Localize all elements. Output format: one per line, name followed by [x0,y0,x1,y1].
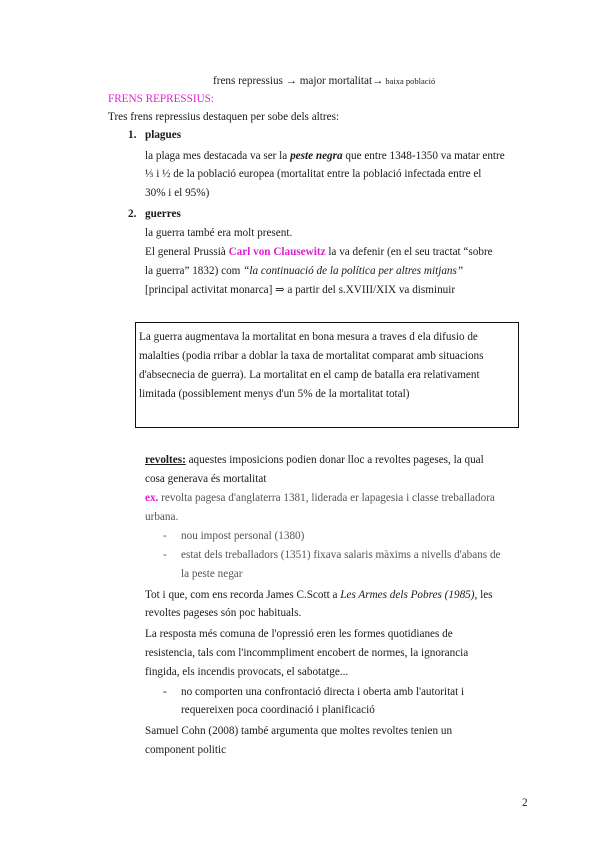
bullet-dash: - [163,530,167,542]
paragraph-line: ⅓ i ½ de la població europea (mortalitat entre la població infectada entre el [145,168,482,180]
intro-text: Tres frens repressius destaquen per sobe dels altres: [108,111,340,123]
bullet-text: no comporten una confrontació directa i oberta amb l'autoritat i [181,686,465,698]
text-run: , les [474,589,493,601]
bullet-text: requereixen poca coordinació i planificació [181,704,375,716]
item-title-plagues: plagues [145,129,182,141]
bullet-text: estat dels treballadors (1351) fixava salaris màxims a nivells d'abans de [181,549,501,561]
example-label: ex. [145,492,159,504]
header-small: baixa població [383,76,436,86]
paragraph-line: [principal activitat monarca] ⇒ a partir del s.XVIII/XIX va disminuir [145,284,456,296]
header-mid: major mortalitat [296,75,373,87]
highlighted-name: Carl von Clausewitz [228,246,326,258]
box-line: malalties (podia rribar a doblar la taxa de mortalitat comparat amb situacions [139,350,484,362]
paragraph-line [145,453,484,467]
text-run: aquestes imposicions podien donar lloc a revoltes pageses, la qual [185,454,484,466]
text-run: la guerra” 1832) com [145,265,244,277]
header-main: frens repressius [213,75,283,87]
paragraph-line: Samuel Cohn (2008) també argumenta que moltes revoltes tenien un [145,725,453,737]
paragraph-line: la guerra també era molt present. [145,227,293,239]
bullet-dash: - [163,549,167,561]
arrow-icon: → [372,75,384,87]
bullet-text: nou impost personal (1380) [181,530,305,542]
paragraph-line: urbana. [145,511,179,523]
revoltes-label: revoltes: [145,454,186,466]
paragraph-line [145,264,463,278]
text-run: la plaga mes destacada va ser la [145,150,291,162]
box-line: limitada (possiblement menys d'un 5% de la mortalitat total) [139,388,410,400]
text-run: que entre 1348-1350 va matar entre [342,150,505,162]
page-header [213,74,435,88]
bullet-text: la peste negar [181,568,243,580]
text-run: la va defenir (en el seu tractat “sobre [325,246,493,258]
bullet-dash: - [163,686,167,698]
paragraph-line [145,245,493,259]
paragraph-line: fingida, els incendis provocats, el sabotatge... [145,666,349,678]
section-heading: FRENS REPRESSIUS: [108,93,215,105]
list-number: 1. [128,129,137,141]
book-title: Les Armes dels Pobres (1985) [340,589,475,601]
paragraph-line [145,149,505,163]
box-line: La guerra augmentava la mortalitat en bona mesura a traves d ela difusio de [139,331,478,343]
paragraph-line: cosa generava és mortalitat [145,473,267,485]
paragraph-line [145,588,493,602]
arrow-icon: → [285,75,297,87]
text-run: revolta pagesa d'anglaterra 1381, liderada er lapagesia i classe treballadora [158,492,495,504]
paragraph-line: La resposta més comuna de l'opressió eren les formes quotidianes de [145,628,453,640]
paragraph-line: component politic [145,744,227,756]
list-number: 2. [128,208,137,220]
paragraph-line: resistencia, tals com l'incommpliment encobert de normes, la ignorancia [145,647,469,659]
text-run: Tot i que, com ens recorda James C.Scott a [145,589,341,601]
paragraph-line: 30% i el 95%) [145,187,210,199]
item-title-guerres: guerres [145,208,181,220]
text-run: El general Prussià [145,246,229,258]
paragraph-line: revoltes pageses són poc habituals. [145,607,302,619]
emphasis-text: peste negra [290,150,343,162]
page-number: 2 [522,797,528,809]
paragraph-line [145,491,495,505]
box-line: d'absecnecia de guerra). La mortalitat en el camp de batalla era relativament [139,369,480,381]
quote-text: “la continuació de la política per altres mitjans” [243,265,464,277]
